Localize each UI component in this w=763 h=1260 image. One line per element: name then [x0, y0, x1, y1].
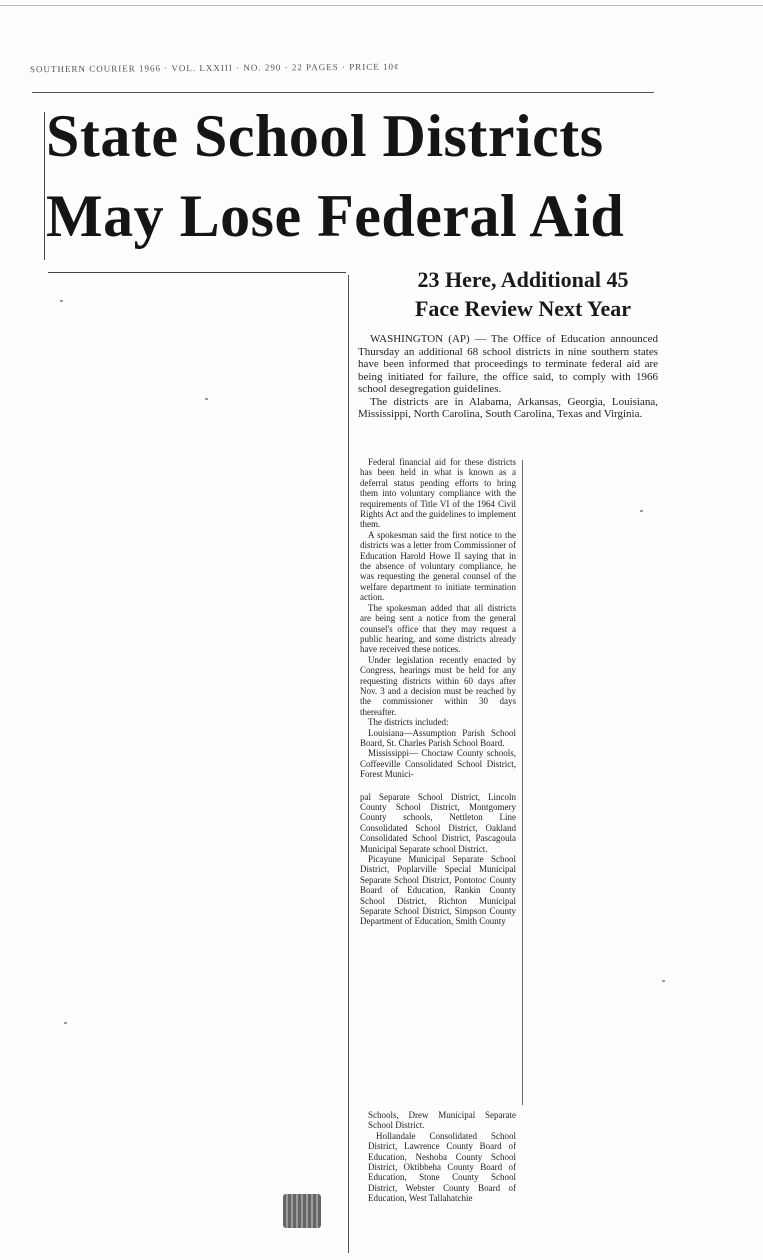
- top-rule: [32, 92, 654, 93]
- page-top-line: [0, 5, 763, 6]
- body-paragraph-continued: pal Separate School District, Lincoln County School District, Montgomery County schools, Nettleton Line Consolidated School District, Oakland Consolidated School District, Pascagoula Municipal Separate school District.: [360, 791, 516, 854]
- scan-speck: [64, 1022, 67, 1024]
- headline-line-1: State School Districts: [46, 103, 604, 169]
- body-paragraph: Mississippi— Choctaw County schools, Coffeeville Consolidated School District, Forest Munici-: [360, 748, 516, 780]
- lede-paragraph: The districts are in Alabama, Arkansas, Georgia, Louisiana, Mississippi, North Carolina, South Carolina, Texas and Virginia.: [358, 395, 658, 420]
- column-left-border: [348, 275, 349, 1253]
- lede-paragraphs: [358, 333, 658, 421]
- lede-paragraph: WASHINGTON (AP) — The Office of Education announced Thursday an additional 68 school districts in nine southern states have been informed that proceedings to terminate federal aid are being initiated for failure, the office said, to comply with 1966 school desegregation guidelines.: [358, 333, 658, 395]
- column-gap: [360, 780, 516, 792]
- scan-speck: [640, 510, 643, 512]
- tail-paragraph: Schools, Drew Municipal Separate School District.: [368, 1110, 516, 1131]
- body-paragraph: The spokesman added that all districts are being sent a notice from the general counsel's office that they may request a public hearing, and some districts already have received these notices.: [360, 602, 516, 655]
- subhead-line-2: Face Review Next Year: [414, 296, 632, 321]
- tail-paragraph: Hollandale Consolidated School District, Lawrence County Board of Education, Neshoba County School District, Oktibbeha County Board of Education, Stone County School District, Webster County Board of Education, West Tallahatchie: [368, 1130, 516, 1204]
- article-body-column: [360, 457, 516, 927]
- headline-line-2: May Lose Federal Aid: [46, 183, 625, 249]
- headline: [46, 96, 656, 256]
- scan-speck: [205, 398, 208, 400]
- body-paragraph: Under legislation recently enacted by Congress, hearings must be held for any requesting districts within 60 days after Nov. 3 and a decision must be reached by the commissioner within 30 days thereafter.: [360, 654, 516, 717]
- newspaper-dateline: SOUTHERN COURIER 1966 · VOL. LXXIII · NO. 290 · 22 PAGES · PRICE 10¢: [29, 61, 400, 75]
- headline-frame-left: [44, 112, 45, 260]
- scan-speck: [60, 300, 63, 302]
- body-paragraph: The districts included:: [368, 717, 449, 728]
- body-paragraph: Federal financial aid for these districts has been held in what is known as a deferral status pending efforts to bring them into voluntary compliance with the requirements of Title VI of the 1964 Civil Rights Act and the guidelines to implement them.: [360, 457, 516, 530]
- column-right-border: [522, 460, 523, 1105]
- body-paragraph-continued: Picayune Municipal Separate School District, Poplarville Special Municipal Separate School District, Pontotoc County Board of Education, Rankin County School District, Richton Municipal Separate School District, Simpson County Department of Education, Smith County: [360, 854, 516, 927]
- body-paragraph: A spokesman said the first notice to the districts was a letter from Commissioner of Education Harold Howe II saying that in the absence of voluntary compliance, he was requesting the general counsel of the welfare department to initiate termination action.: [360, 529, 516, 603]
- subhead-line-1: 23 Here, Additional 45: [417, 267, 629, 292]
- article-tail-column: [368, 1110, 516, 1204]
- subheadline: [368, 265, 678, 323]
- scan-smudge: [283, 1194, 321, 1228]
- body-paragraph: Louisiana—Assumption Parish School Board, St. Charles Parish School Board.: [360, 727, 516, 748]
- scan-speck: [662, 980, 665, 982]
- headline-underline: [48, 272, 346, 273]
